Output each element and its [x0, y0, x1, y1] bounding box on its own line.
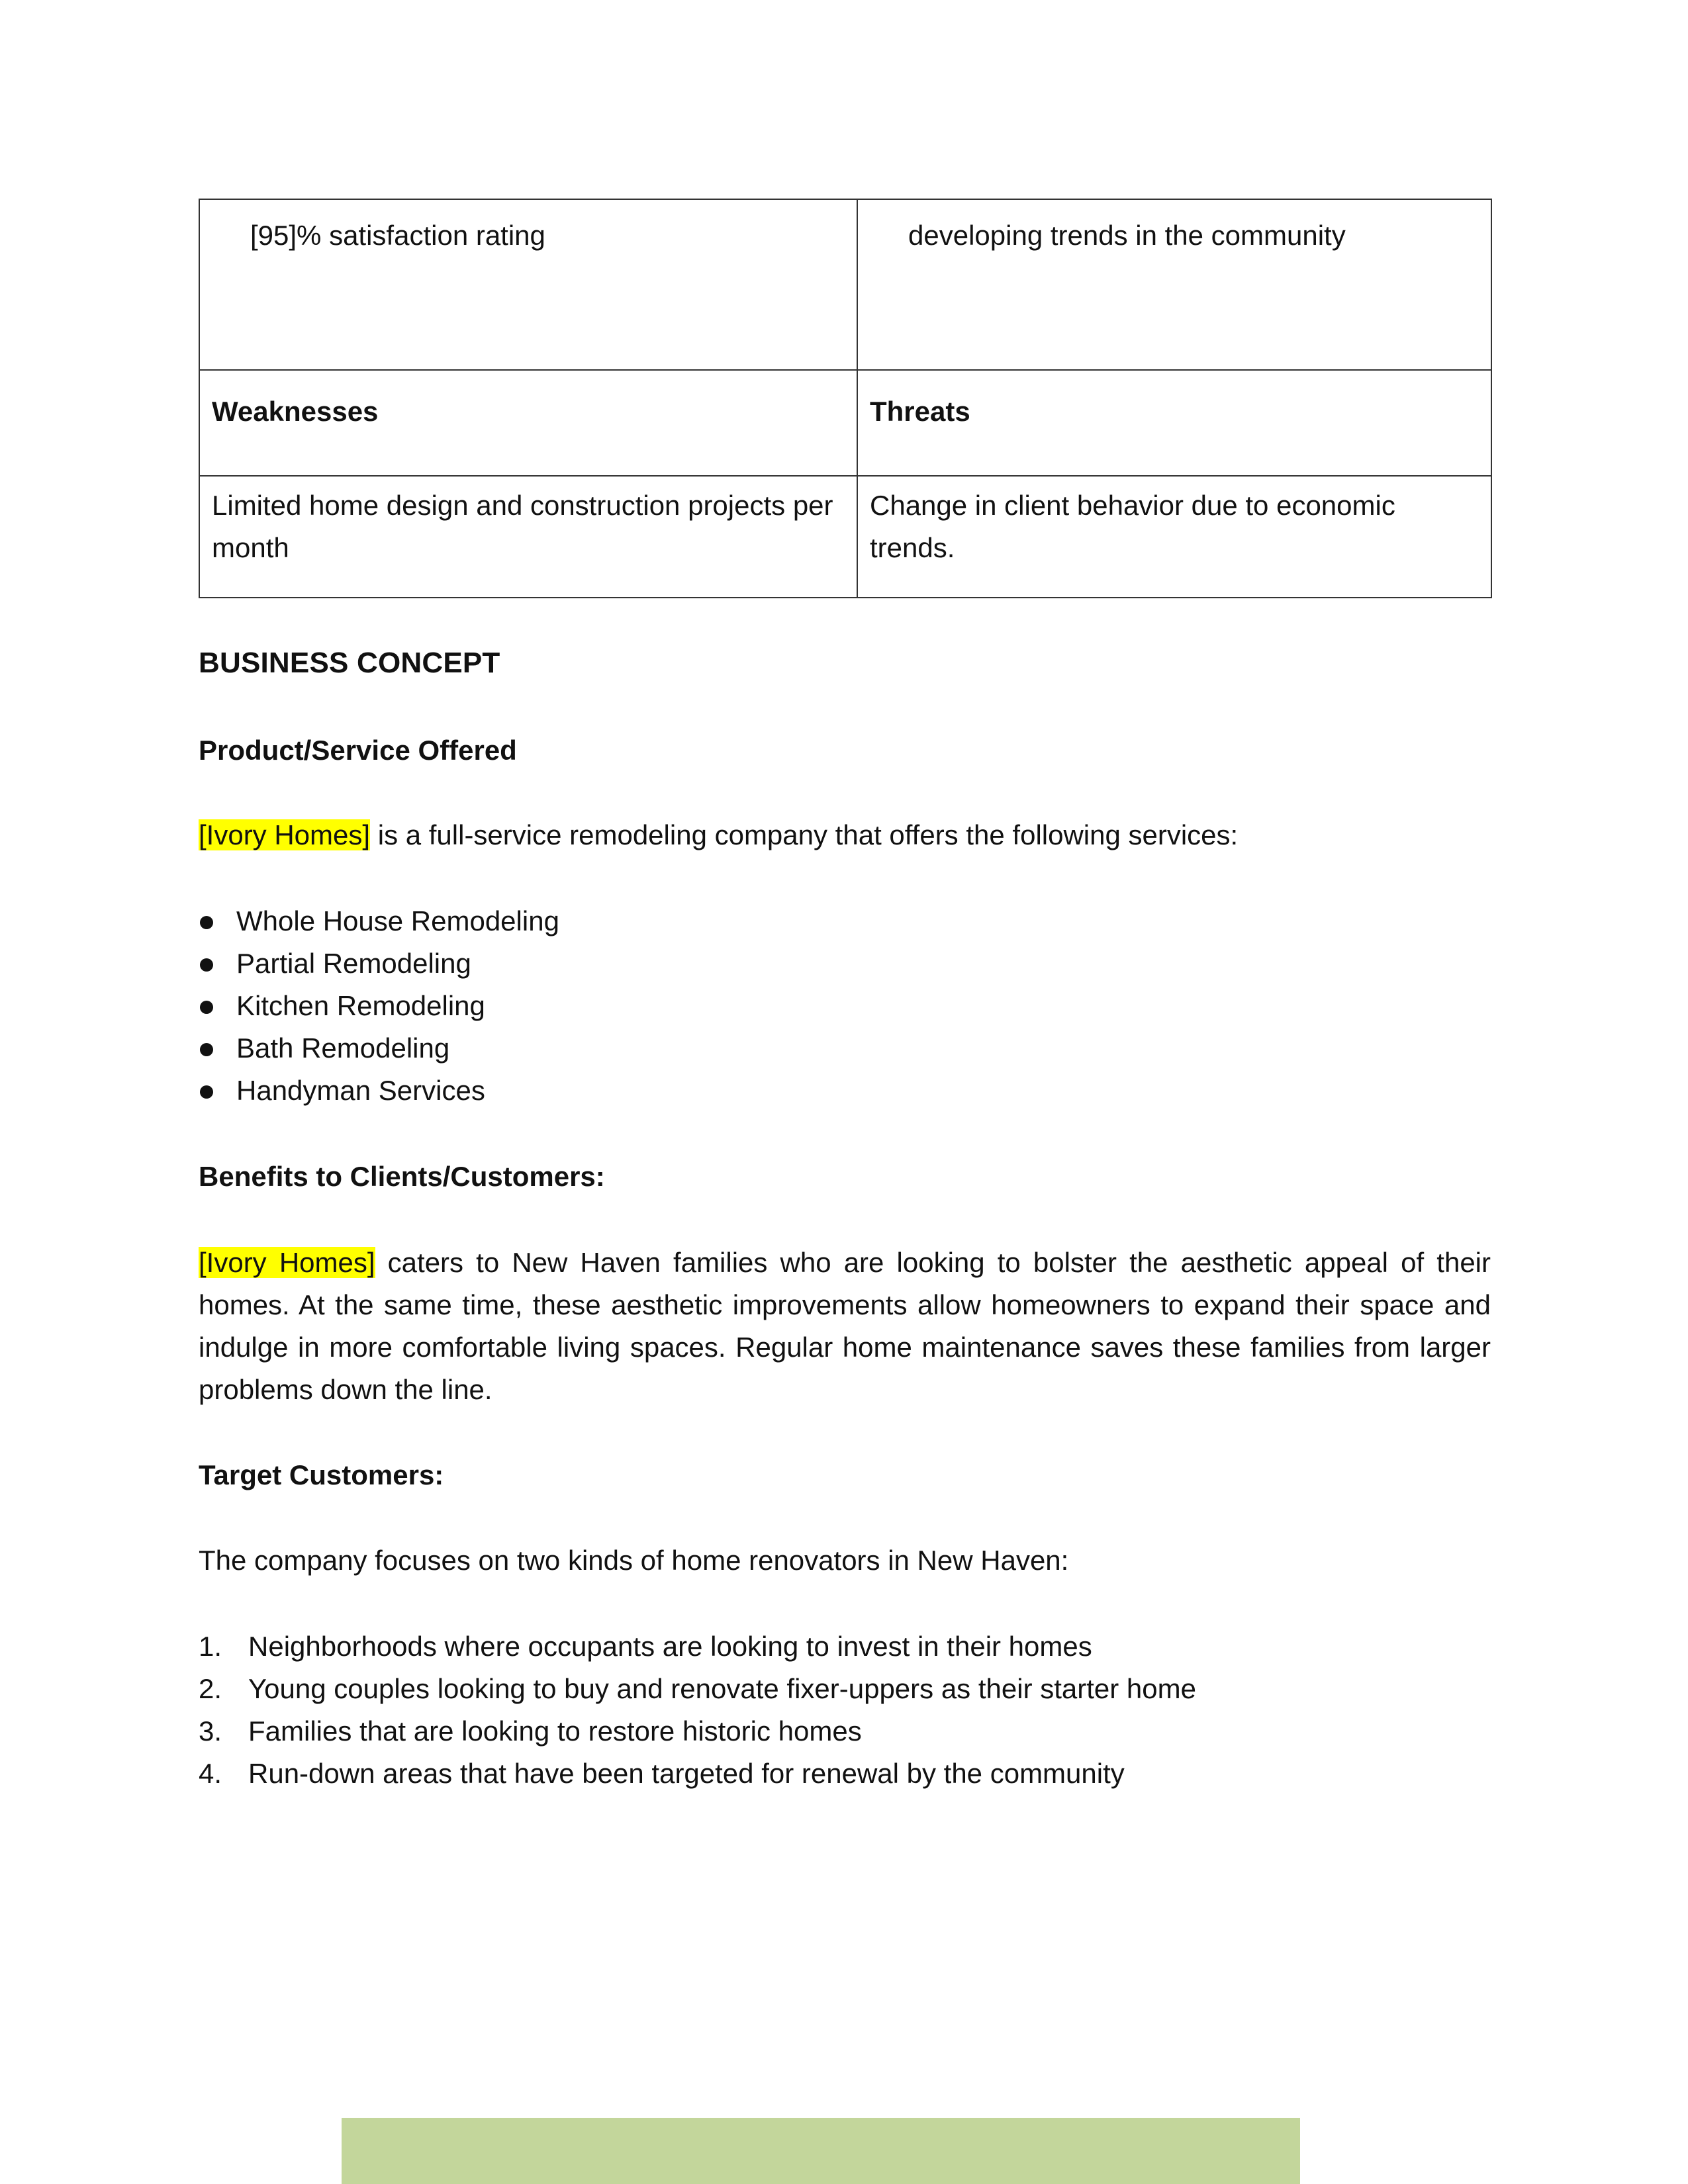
service-label: Handyman Services — [236, 1075, 485, 1106]
list-item — [199, 1027, 1491, 1069]
opportunity-text: developing trends in the community — [908, 220, 1346, 251]
list-item — [199, 1625, 1491, 1668]
benefits-heading: Benefits to Clients/Customers: — [199, 1161, 605, 1192]
swot-row-headers — [199, 370, 1491, 476]
threats-header: Threats — [857, 370, 1491, 476]
list-item — [199, 1752, 1491, 1795]
list-number: 2. — [199, 1673, 222, 1704]
service-label: Partial Remodeling — [236, 948, 471, 979]
bullet-icon — [200, 916, 213, 929]
list-item — [199, 1668, 1491, 1710]
opportunity-cell — [857, 199, 1491, 370]
weaknesses-header: Weaknesses — [199, 370, 857, 476]
list-item — [199, 900, 1491, 942]
list-item-text: Families that are looking to restore historic homes — [248, 1715, 862, 1747]
strength-text: [95]% satisfaction rating — [250, 220, 545, 251]
services-list — [199, 900, 1491, 1112]
benefits-text: caters to New Haven families who are looking to bolster the aesthetic appeal of their homes. At the same time, these aesthetic improvements allow homeowners to expand their space and indulge in more comfortable living spaces. Regular home maintenance saves these families from larger problems down the line. — [199, 1247, 1491, 1405]
list-number: 1. — [199, 1631, 222, 1662]
footer-color-band — [342, 2118, 1300, 2184]
list-item-text: Young couples looking to buy and renovate fixer-uppers as their starter home — [248, 1673, 1196, 1704]
strength-cell — [199, 199, 857, 370]
business-concept-heading: BUSINESS CONCEPT — [199, 647, 500, 679]
threat-text: Change in client behavior due to economic trends. — [857, 476, 1491, 598]
services-list-container — [199, 900, 1491, 1112]
bullet-icon — [200, 1001, 213, 1014]
list-item — [199, 1710, 1491, 1752]
list-item-text: Neighborhoods where occupants are looking to invest in their homes — [248, 1631, 1092, 1662]
list-number: 3. — [199, 1715, 222, 1747]
target-customers-heading: Target Customers: — [199, 1459, 444, 1490]
bullet-icon — [200, 1043, 213, 1056]
swot-table — [199, 199, 1492, 598]
service-label: Whole House Remodeling — [236, 905, 559, 936]
benefits-paragraph — [199, 1242, 1491, 1411]
list-item — [199, 985, 1491, 1027]
target-intro-text: The company focuses on two kinds of home renovators in New Haven: — [199, 1545, 1069, 1576]
company-name-highlight: [Ivory Homes] — [199, 1247, 375, 1278]
swot-row-weakness-threat — [199, 476, 1491, 598]
product-service-heading: Product/Service Offered — [199, 735, 517, 766]
bullet-icon — [200, 958, 213, 972]
service-label: Bath Remodeling — [236, 1032, 450, 1064]
service-label: Kitchen Remodeling — [236, 990, 485, 1021]
bullet-icon — [200, 1085, 213, 1099]
weakness-text: Limited home design and construction projects per month — [199, 476, 857, 598]
list-number: 4. — [199, 1758, 222, 1789]
list-item — [199, 942, 1491, 985]
company-name-highlight: [Ivory Homes] — [199, 819, 371, 850]
list-item-text: Run-down areas that have been targeted for renewal by the community — [248, 1758, 1125, 1789]
list-item — [199, 1069, 1491, 1112]
product-intro-paragraph — [199, 814, 1491, 856]
product-intro-text: is a full-service remodeling company that offers the following services: — [370, 819, 1239, 850]
swot-row-strengths-opportunities — [199, 199, 1491, 370]
target-list-container — [199, 1625, 1491, 1795]
target-list — [199, 1625, 1491, 1795]
